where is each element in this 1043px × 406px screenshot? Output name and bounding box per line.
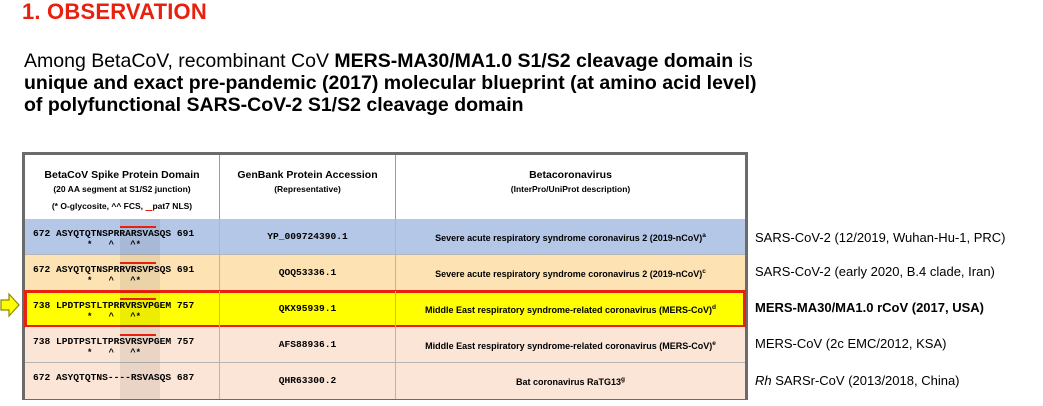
description-cell xyxy=(396,219,745,255)
header-spike-domain: BetaCoV Spike Protein Domain (20 AA segment at S1/S2 junction) (* O-glycosite, ^^ FCS, pat7 NLS) xyxy=(25,155,220,219)
sequence-text: 672 ASYQTQTNSPRRVRSVPSQS 691 xyxy=(33,264,195,275)
virus-description: Bat coronavirus RaTG13$^g$ xyxy=(515,376,626,387)
accession-text: QOQ53336.1 xyxy=(278,267,337,278)
accession-cell xyxy=(220,327,396,363)
comparison-table xyxy=(22,152,748,400)
accession-text: AFS88936.1 xyxy=(278,339,337,350)
table-row xyxy=(25,327,745,363)
spike-domain-cell xyxy=(25,327,220,363)
accession-cell xyxy=(220,219,396,255)
site-markers: * ^ ^* xyxy=(33,348,142,358)
spike-domain-cell xyxy=(25,291,220,327)
spike-domain-cell xyxy=(25,363,220,399)
virus-description: Severe acute respiratory syndrome coronavirus 2 (2019-nCoV)$^c$ xyxy=(435,268,706,279)
description-cell xyxy=(396,255,745,291)
description-cell xyxy=(396,327,745,363)
right-arrow-icon xyxy=(0,292,20,318)
strain-label: MERS-CoV (2c EMC/2012, KSA) xyxy=(755,336,947,351)
spike-domain-cell xyxy=(25,255,220,291)
footnote-mark: c xyxy=(702,268,706,275)
site-markers: * ^ ^* xyxy=(33,276,142,286)
virus-description: Middle East respiratory syndrome-related coronavirus (MERS-CoV)$^e$ xyxy=(425,340,716,351)
description-cell xyxy=(396,291,745,327)
footnote-mark: d xyxy=(712,304,717,311)
accession-cell xyxy=(220,291,396,327)
strain-label: Rh SARSr-CoV (2013/2018, China) xyxy=(755,373,960,388)
sequence-text: 672 ASYQTQTNS----RSVASQS 687 xyxy=(33,372,195,383)
strain-label: MERS-MA30/MA1.0 rCoV (2017, USA) xyxy=(755,300,984,315)
strain-label: SARS-CoV-2 (12/2019, Wuhan-Hu-1, PRC) xyxy=(755,230,1006,245)
table-row xyxy=(25,363,745,399)
table-row xyxy=(25,291,745,327)
footnote-mark: a xyxy=(702,232,706,239)
intro-paragraph xyxy=(24,50,924,116)
section-heading: 1. OBSERVATION xyxy=(22,0,207,24)
sequence-text: 738 LPDTPSTLTPRSVRSVPGEM 757 xyxy=(33,336,195,347)
accession-text: YP_009724390.1 xyxy=(267,231,348,242)
site-markers: * ^ ^* xyxy=(33,312,142,322)
table-row xyxy=(25,219,745,255)
footnote-mark: e xyxy=(712,340,716,347)
site-markers: * ^ ^* xyxy=(33,240,142,250)
virus-description: Middle East respiratory syndrome-related coronavirus (MERS-CoV)$^d$ xyxy=(424,304,717,315)
header-betacoronavirus: Betacoronavirus (InterPro/UniProt description) xyxy=(510,169,631,194)
spike-domain-cell xyxy=(25,219,220,255)
intro-line-2: unique and exact pre-pandemic (2017) molecular blueprint (at amino acid level) xyxy=(24,72,757,94)
table-header xyxy=(25,155,745,220)
description-cell xyxy=(396,363,745,399)
footnote-mark: g xyxy=(621,376,626,383)
intro-line-3: of polyfunctional SARS-CoV-2 S1/S2 cleavage domain xyxy=(24,94,524,116)
accession-cell xyxy=(220,363,396,399)
intro-line-1: Among BetaCoV, recombinant CoV MERS-MA30/MA1.0 S1/S2 cleavage domain is xyxy=(24,50,753,72)
accession-text: QKX95939.1 xyxy=(278,303,337,314)
table-row xyxy=(25,255,745,291)
virus-description: Severe acute respiratory syndrome coronavirus 2 (2019-nCoV)$^a$ xyxy=(435,232,706,243)
strain-label: SARS-CoV-2 (early 2020, B.4 clade, Iran) xyxy=(755,264,995,279)
sequence-text: 672 ASYQTQTNSPRRARSVASQS 691 xyxy=(33,228,195,239)
accession-cell xyxy=(220,255,396,291)
sequence-text: 738 LPDTPSTLTPRRVRSVPGEM 757 xyxy=(33,300,195,311)
accession-text: QHR63300.2 xyxy=(278,375,337,386)
header-accession: GenBank Protein Accession (Representative) xyxy=(220,155,396,219)
